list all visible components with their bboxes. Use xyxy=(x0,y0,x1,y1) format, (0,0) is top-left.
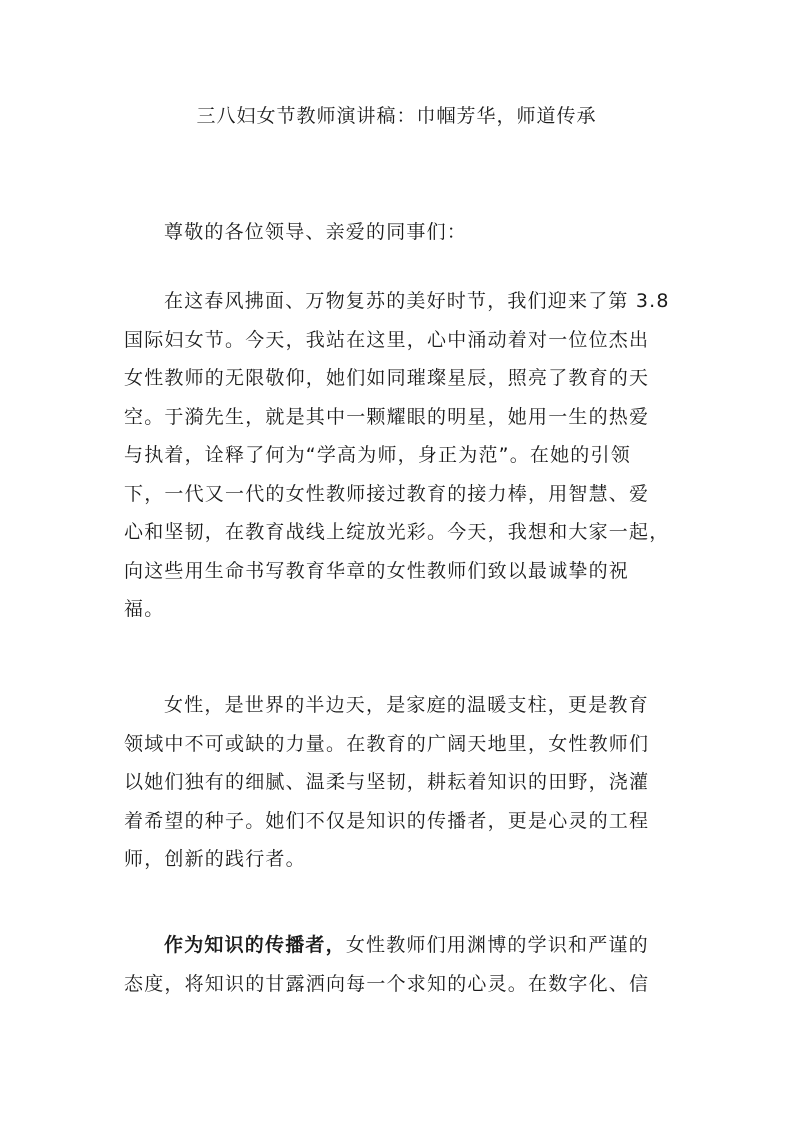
paragraph-2 xyxy=(124,686,680,879)
paragraph-2-line: 领域中不可或缺的力量。在教育的广阔天地里，女性教师们 xyxy=(124,732,650,755)
paragraph-1-line: 福。 xyxy=(124,598,165,620)
paragraph-2-line: 女性，是世界的半边天，是家庭的温暖支柱，更是教育 xyxy=(164,694,649,716)
paragraph-3-first-line xyxy=(124,926,680,965)
paragraph-1-line: 与执着，诠释了何为“学高为师，身正为范”。在她的引领 xyxy=(124,444,631,466)
paragraph-1-line: 空。于漪先生，就是其中一颗耀眼的明星，她用一生的热爱 xyxy=(124,405,650,428)
document-title: 三八妇女节教师演讲稿：巾帼芳华，师道传承 xyxy=(196,105,597,127)
paragraph-1-line: 下，一代又一代的女性教师接过教育的接力棒，用智慧、爱 xyxy=(124,482,650,505)
paragraph-2-line: 以她们独有的细腻、温柔与坚韧，耕耘着知识的田野，浇灌 xyxy=(124,771,650,793)
paragraph-3-bold-lead: 作为知识的传播者， xyxy=(164,934,346,956)
salutation: 尊敬的各位领导、亲爱的同事们： xyxy=(164,221,468,243)
paragraph-1-line: 女性教师的无限敬仰，她们如同璀璨星辰，照亮了教育的天 xyxy=(124,367,650,389)
paragraph-2-line: 师，创新的践行者。 xyxy=(124,848,306,870)
paragraph-1-line: 在这春风拂面、万物复苏的美好时节，我们迎来了第 3.8 xyxy=(164,290,670,312)
paragraph-3 xyxy=(124,926,680,1003)
paragraph-2-line: 着希望的种子。她们不仅是知识的传播者，更是心灵的工程 xyxy=(124,809,650,832)
paragraph-1-line: 向这些用生命书写教育华章的女性教师们致以最诚挚的祝 xyxy=(124,559,630,582)
paragraph-3-line: 态度，将知识的甘露洒向每一个求知的心灵。在数字化、信 xyxy=(124,972,650,995)
paragraph-1 xyxy=(124,282,680,629)
paragraph-1-line: 心和坚韧，在教育战线上绽放光彩。今天，我想和大家一起， xyxy=(124,521,670,543)
paragraph-3-line-rest: 女性教师们用渊博的学识和严谨的 xyxy=(345,934,649,956)
paragraph-1-line: 国际妇女节。今天，我站在这里，心中涌动着对一位位杰出 xyxy=(124,328,650,351)
